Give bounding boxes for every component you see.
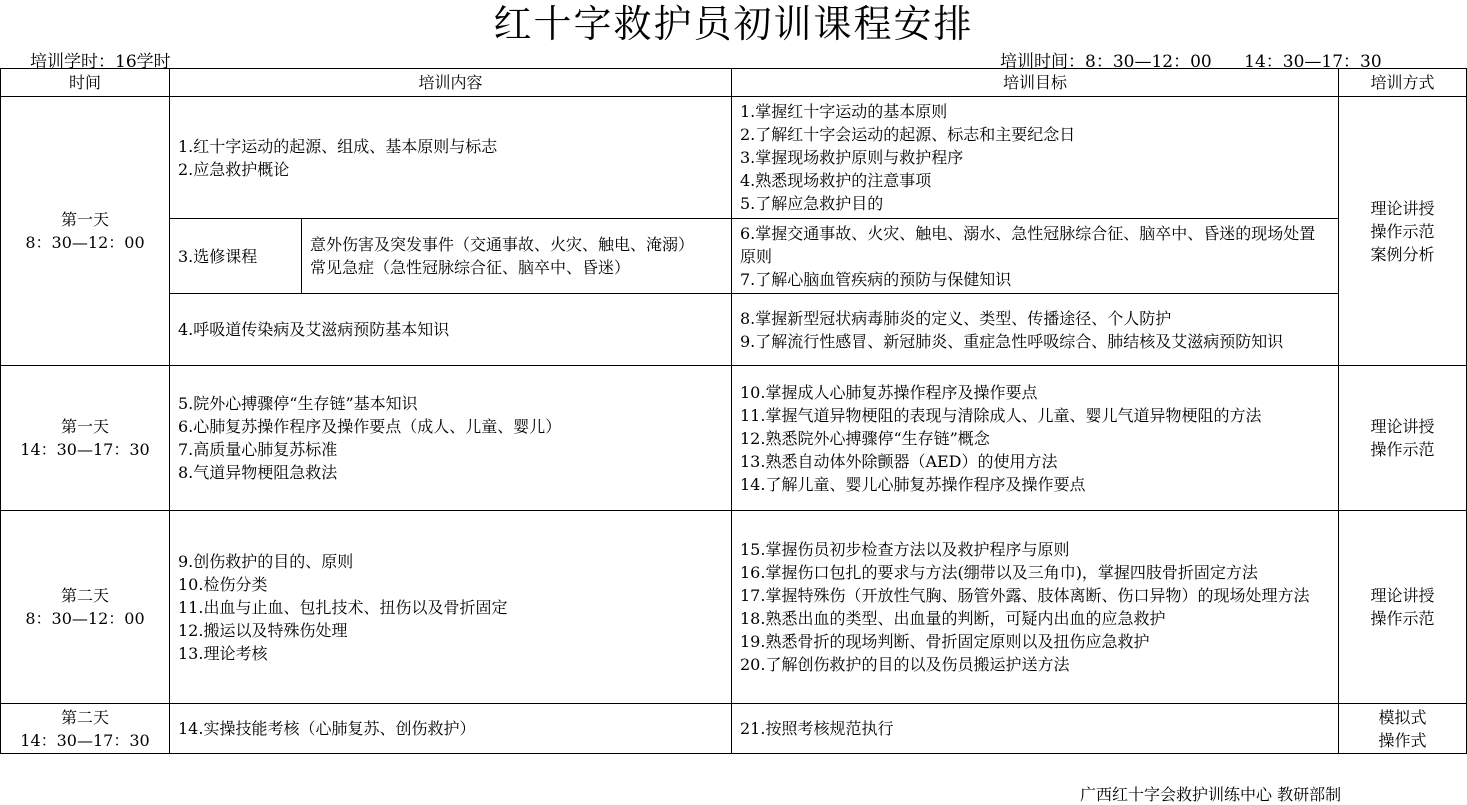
elective-label-cell: 3.选修课程: [170, 219, 302, 294]
header-goal: 培训目标: [732, 69, 1339, 97]
content-item: 6.心肺复苏操作程序及操作要点（成人、儿童、婴儿）: [178, 417, 562, 436]
table-row: [1, 219, 1467, 294]
goal-item: 4.熟悉现场救护的注意事项: [740, 171, 932, 190]
schedule-table: [0, 68, 1467, 754]
table-row: [1, 294, 1467, 366]
method-cell: [1339, 704, 1467, 754]
method-item: 模拟式: [1378, 707, 1427, 727]
table-row: [1, 511, 1467, 704]
training-time: 培训时间：8：30—12：00 14：30—17：30: [1000, 52, 1382, 72]
goal-item: 3.掌握现场救护原则与救护程序: [740, 148, 964, 167]
goal-cell: [732, 511, 1339, 704]
session-hours: 14：30—17：30: [20, 730, 150, 750]
method-item: 操作式: [1378, 730, 1427, 750]
goal-item: 12.熟悉院外心搏骤停“生存链”概念: [740, 428, 990, 448]
goal-item: 1.掌握红十字运动的基本原则: [740, 102, 948, 121]
goal-item: 10.掌握成人心肺复苏操作程序及操作要点: [740, 382, 1038, 402]
header-content: 培训内容: [170, 69, 732, 97]
footer-credit: 广西红十字会救护训练中心 教研部制: [1080, 785, 1342, 804]
method-item: 操作示范: [1370, 609, 1435, 628]
session-hours: 8：30—12：00: [25, 233, 145, 252]
goal-item: 2.了解红十字会运动的起源、标志和主要纪念日: [740, 125, 1076, 144]
elective-item: 意外伤害及突发事件（交通事故、火灾、触电、淹溺）: [310, 235, 695, 254]
session-hours: 14：30—17：30: [20, 440, 150, 459]
content-cell: [170, 97, 732, 219]
content-item: 5.院外心搏骤停“生存链”基本知识: [178, 394, 418, 413]
session-time-cell: [1, 511, 170, 704]
method-item: 案例分析: [1370, 244, 1435, 264]
content-cell: [170, 511, 732, 704]
session-day: 第二天: [60, 586, 109, 605]
session-time-cell: [1, 704, 170, 754]
session-hours: 8：30—12：00: [25, 609, 145, 628]
session-day: 第一天: [60, 210, 109, 229]
goal-item: 11.掌握气道异物梗阻的表现与清除成人、儿童、婴儿气道异物梗阻的方法: [740, 405, 1262, 425]
session-time-cell: [1, 97, 170, 366]
goal-item: 18.熟悉出血的类型、出血量的判断，可疑内出血的应急救护: [740, 609, 1166, 628]
table-row: [1, 704, 1467, 754]
goal-item: 13.熟悉自动体外除颤器（AED）的使用方法: [740, 451, 1058, 471]
session-day: 第二天: [60, 707, 109, 727]
method-item: 操作示范: [1370, 221, 1435, 241]
content-item: 12.搬运以及特殊伤处理: [178, 620, 348, 640]
goal-item: 17.掌握特殊伤（开放性气胸、肠管外露、肢体离断、伤口异物）的现场处理方法: [740, 586, 1310, 605]
header-row: [1, 69, 1467, 97]
content-cell: 4.呼吸道传染病及艾滋病预防基本知识: [170, 294, 732, 366]
goal-item: 20.了解创伤救护的目的以及伤员搬运护送方法: [740, 655, 1070, 674]
session-day: 第一天: [60, 417, 109, 436]
elective-items-cell: [302, 219, 732, 294]
content-item: 9.创伤救护的目的、原则: [178, 551, 354, 571]
content-item: 11.出血与止血、包扎技术、扭伤以及骨折固定: [178, 597, 508, 617]
method-item: 理论讲授: [1370, 586, 1435, 605]
goal-item: 19.熟悉骨折的现场判断、骨折固定原则以及扭伤应急救护: [740, 632, 1150, 651]
goal-cell: [732, 294, 1339, 366]
method-item: 操作示范: [1370, 440, 1435, 459]
goal-item: 7.了解心脑血管疾病的预防与保健知识: [740, 269, 1012, 289]
goal-item: 9.了解流行性感冒、新冠肺炎、重症急性呼吸综合、肺结核及艾滋病预防知识: [740, 331, 1284, 351]
goal-item: 14.了解儿童、婴儿心肺复苏操作程序及操作要点: [740, 474, 1086, 494]
goal-item: 6.掌握交通事故、火灾、触电、溺水、急性冠脉综合征、脑卒中、昏迷的现场处置原则: [740, 223, 1316, 266]
table-row: [1, 366, 1467, 511]
header-time: 时间: [1, 69, 170, 97]
method-cell: [1339, 511, 1467, 704]
goal-item: 16.掌握伤口包扎的要求与方法(绷带以及三角巾)，掌握四肢骨折固定方法: [740, 563, 1258, 582]
goal-cell: [732, 219, 1339, 294]
goal-cell: [732, 97, 1339, 219]
method-item: 理论讲授: [1370, 198, 1435, 218]
content-cell: 14.实操技能考核（心肺复苏、创伤救护）: [170, 704, 732, 754]
content-cell: [170, 366, 732, 511]
header-method: 培训方式: [1339, 69, 1467, 97]
content-item: 1.红十字运动的起源、组成、基本原则与标志: [178, 136, 498, 156]
content-item: 10.检伤分类: [178, 574, 268, 594]
method-cell: [1339, 97, 1467, 366]
training-hours: 培训学时：16学时: [30, 52, 171, 72]
content-item: 8.气道异物梗阻急救法: [178, 463, 338, 482]
content-item: 7.高质量心肺复苏标准: [178, 440, 338, 459]
method-cell: [1339, 366, 1467, 511]
goal-item: 5.了解应急救护目的: [740, 194, 884, 213]
method-item: 理论讲授: [1370, 417, 1435, 436]
page-title: 红十字救护员初训课程安排: [493, 2, 974, 46]
content-item: 2.应急救护概论: [178, 159, 290, 179]
elective-item: 常见急症（急性冠脉综合征、脑卒中、昏迷）: [310, 258, 631, 277]
goal-item: 15.掌握伤员初步检查方法以及救护程序与原则: [740, 540, 1070, 559]
goal-cell: [732, 366, 1339, 511]
session-time-cell: [1, 366, 170, 511]
goal-item: 8.掌握新型冠状病毒肺炎的定义、类型、传播途径、个人防护: [740, 308, 1172, 328]
goal-cell: 21.按照考核规范执行: [732, 704, 1339, 754]
table-row: [1, 97, 1467, 219]
content-item: 13.理论考核: [178, 643, 268, 663]
